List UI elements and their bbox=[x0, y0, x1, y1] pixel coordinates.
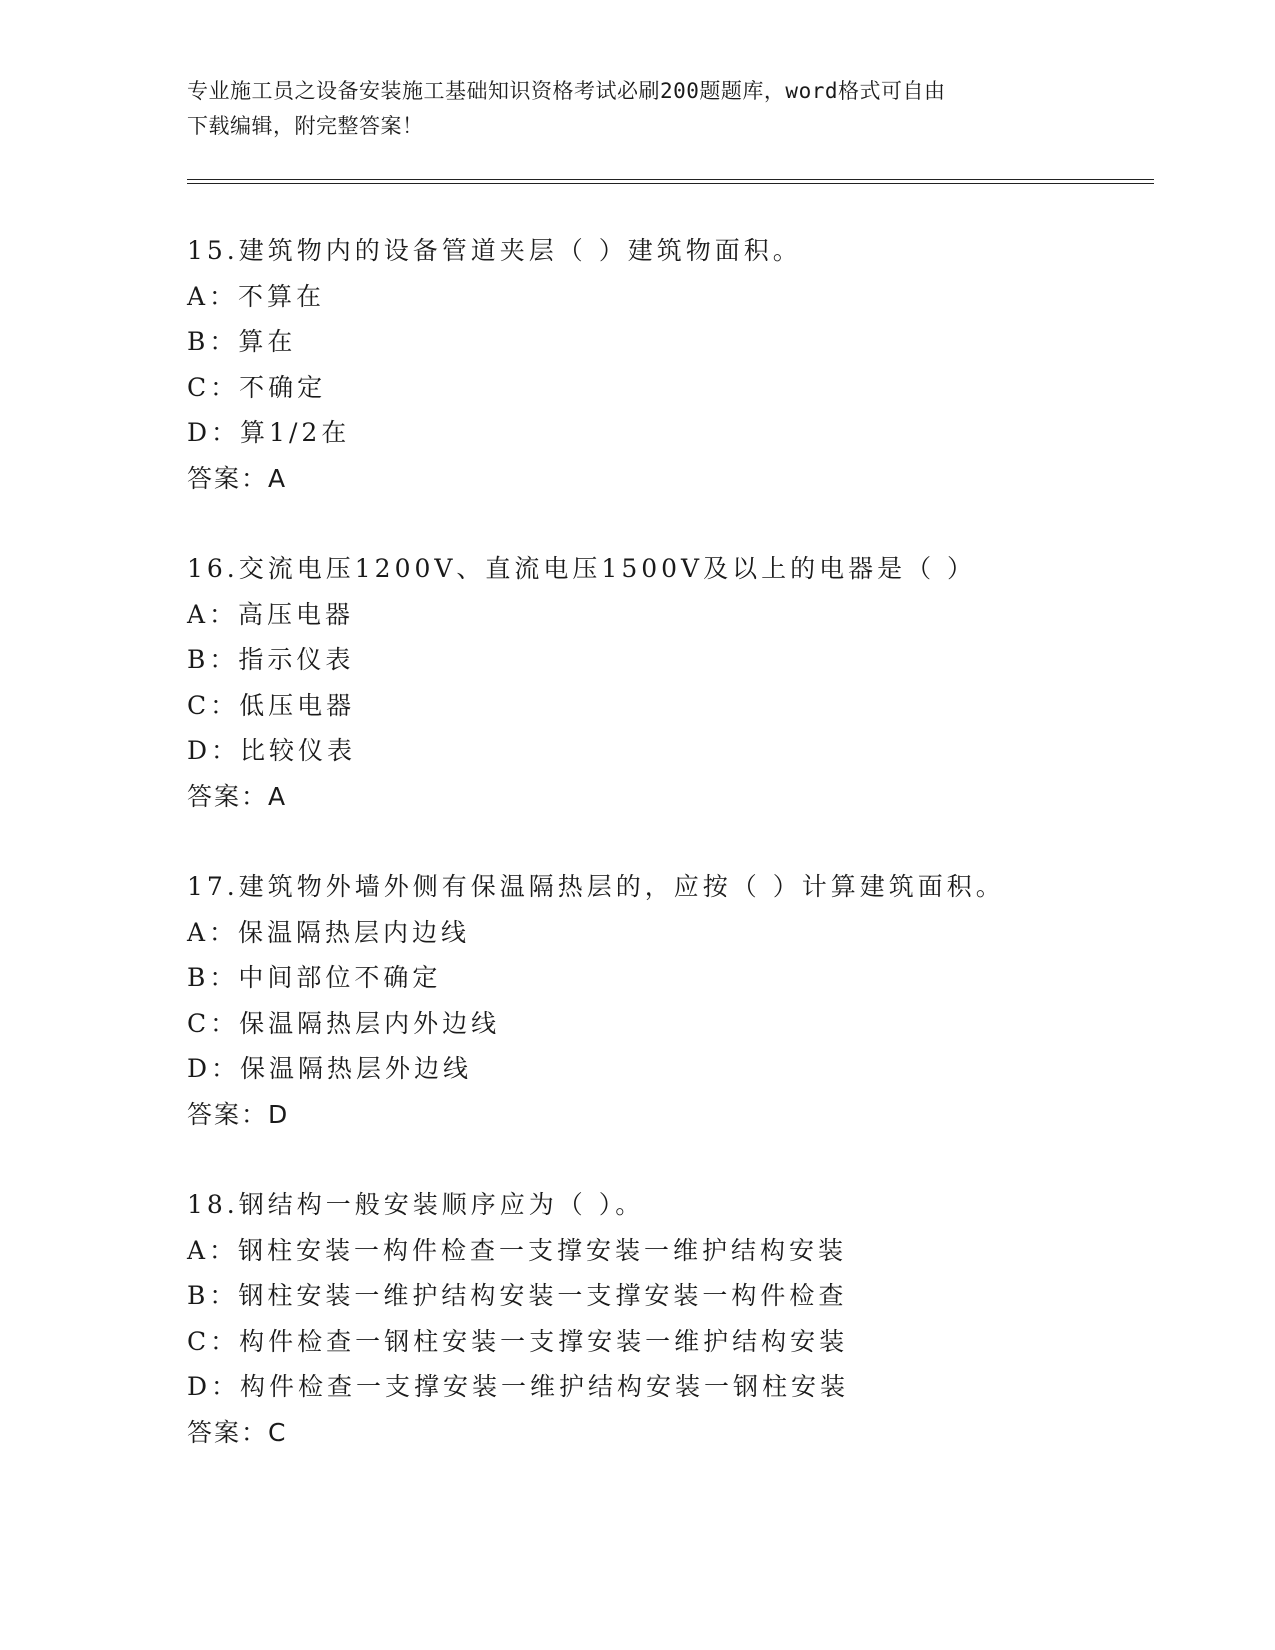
answer-line: 答案：A bbox=[187, 781, 288, 811]
answer-line: 答案：A bbox=[187, 463, 288, 493]
option-c: C：不确定 bbox=[187, 372, 327, 402]
question-stem: 16.交流电压1200V、直流电压1500V及以上的电器是（ ） bbox=[187, 554, 977, 583]
document-header bbox=[187, 74, 1087, 144]
option-c: C：低压电器 bbox=[187, 690, 356, 720]
option-b: B：算在 bbox=[187, 327, 297, 356]
option-a: A：不算在 bbox=[187, 281, 326, 311]
option-c: C：保温隔热层内外边线 bbox=[187, 1008, 501, 1038]
answer-line: 答案：C bbox=[187, 1417, 288, 1447]
header-line-2: 下载编辑，附完整答案！ bbox=[187, 114, 424, 138]
header-divider-top bbox=[187, 179, 1154, 180]
option-a: A：高压电器 bbox=[187, 599, 355, 629]
answer-line: 答案：D bbox=[187, 1099, 290, 1129]
question-16 bbox=[187, 546, 1147, 819]
option-c: C：构件检查一钢柱安装一支撑安装一维护结构安装 bbox=[187, 1326, 849, 1356]
question-18 bbox=[187, 1182, 1147, 1455]
header-line-1: 专业施工员之设备安装施工基础知识资格考试必刷200题题库，word格式可自由 bbox=[187, 79, 946, 103]
option-d: D：保温隔热层外边线 bbox=[187, 1054, 473, 1083]
header-divider-bottom bbox=[187, 183, 1154, 184]
question-stem: 18.钢结构一般安装顺序应为（ ）。 bbox=[187, 1190, 645, 1219]
question-15 bbox=[187, 228, 1147, 501]
option-b: B：钢柱安装一维护结构安装一支撑安装一构件检查 bbox=[187, 1281, 848, 1310]
option-d: D：构件检查一支撑安装一维护结构安装一钢柱安装 bbox=[187, 1372, 850, 1401]
option-a: A：保温隔热层内边线 bbox=[187, 917, 471, 947]
question-stem: 17.建筑物外墙外侧有保温隔热层的，应按（ ）计算建筑面积。 bbox=[187, 872, 1005, 901]
option-d: D：比较仪表 bbox=[187, 736, 357, 765]
question-stem: 15.建筑物内的设备管道夹层（ ）建筑物面积。 bbox=[187, 236, 802, 265]
question-17 bbox=[187, 864, 1147, 1137]
option-d: D：算1/2在 bbox=[187, 418, 351, 447]
option-a: A：钢柱安装一构件检查一支撑安装一维护结构安装 bbox=[187, 1235, 848, 1265]
option-b: B：中间部位不确定 bbox=[187, 963, 442, 992]
question-list bbox=[187, 228, 1147, 1500]
option-b: B：指示仪表 bbox=[187, 645, 355, 674]
